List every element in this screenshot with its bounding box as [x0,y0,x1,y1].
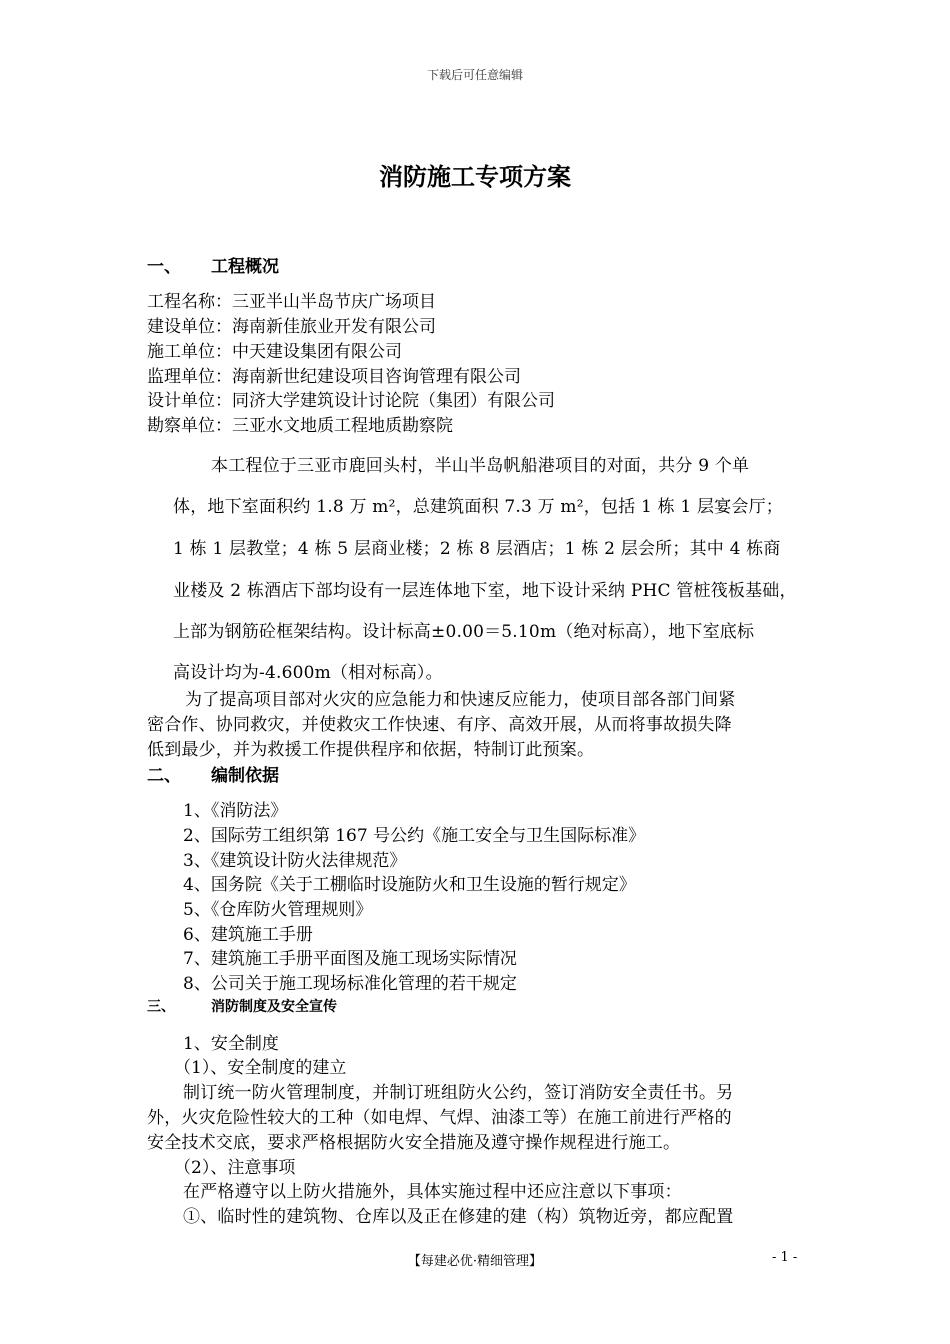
purpose-line: 为了提高项目部对火灾的应急能力和快速反应能力，使项目部各部门间紧 [185,690,736,710]
basis-item: 7、建筑施工手册平面图及施工现场实际情况 [183,949,517,969]
info-line: 工程名称：三亚半山半岛节庆广场项目 [147,292,436,312]
section-3-title: 消防制度及安全宣传 [211,999,337,1015]
section-1-title: 工程概况 [211,257,279,277]
purpose-line: 低到最少，并为救援工作提供程序和依据，特制订此预案。 [147,740,595,760]
section-3-number: 三、 [147,999,175,1015]
subsection-subheading: （1）、安全制度的建立 [174,1058,347,1078]
section-1-heading [147,252,279,277]
description-line: 体，地下室面积约 1.8 万 m²，总建筑面积 7.3 万 m²，包括 1 栋 1 层宴会厅； [173,497,784,517]
rule-line: 安全技术交底，要求严格根据防火安全措施及遵守操作规程进行施工。 [147,1133,681,1153]
description-line: 上部为钢筋砼框架结构。设计标高±0.00＝5.10m（绝对标高），地下室底标 [173,622,755,642]
description-line: 本工程位于三亚市鹿回头村，半山半岛帆船港项目的对面，共分 9 个单 [211,456,750,476]
basis-item: 5、《仓库防火管理规则》 [183,900,373,920]
basis-item: 3、《建筑设计防火法律规范》 [183,851,407,871]
info-line: 建设单位：海南新佳旅业开发有限公司 [147,317,436,337]
basis-item: 4、国务院《关于工棚临时设施防火和卫生设施的暂行规定》 [183,875,636,895]
section-3-heading [147,996,337,1016]
section-1-number: 一、 [147,257,181,277]
basis-item: 1、《消防法》 [183,801,288,821]
purpose-line: 密合作、协同救灾，并使救灾工作快速、有序、高效开展，从而将事故损失降 [147,715,732,735]
basis-item: 8、公司关于施工现场标准化管理的若干规定 [183,974,517,994]
page-number: - 1 - [772,1250,798,1265]
description-line: 1 栋 1 层教堂；4 栋 5 层商业楼；2 栋 8 层酒店；1 栋 2 层会所；其中 4 栋商 [173,539,781,559]
info-line: 监理单位：海南新世纪建设项目咨询管理有限公司 [147,367,521,387]
note-line: 在严格遵守以上防火措施外，具体实施过程中还应注意以下事项： [183,1182,682,1202]
section-2-title: 编制依据 [211,766,279,786]
description-line: 高设计均为-4.600m（相对标高）。 [173,663,443,683]
note-line: ①、临时性的建筑物、仓库以及正在修建的建（构）筑物近旁，都应配置 [183,1207,734,1227]
description-line: 业楼及 2 栋酒店下部均设有一层连体地下室，地下设计采纳 PHC 管桩筏板基础， [173,581,797,601]
section-2-number: 二、 [147,766,181,786]
subsection-subheading: （2）、注意事项 [174,1158,296,1178]
info-line: 勘察单位：三亚水文地质工程地质勘察院 [147,416,453,436]
rule-line: 制订统一防火管理制度，并制订班组防火公约，签订消防安全责任书。另 [183,1083,734,1103]
section-2-heading [147,761,279,786]
basis-item: 2、国际劳工组织第 167 号公约《施工安全与卫生国际标准》 [183,826,646,846]
basis-item: 6、建筑施工手册 [183,925,313,945]
page-title: 消防施工专项方案 [379,163,571,191]
subsection-heading: 1、安全制度 [183,1034,279,1054]
info-line: 施工单位：中天建设集团有限公司 [147,342,402,362]
page-header-note: 下载后可任意编辑 [426,68,523,82]
rule-line: 外，火灾危险性较大的工种（如电焊、气焊、油漆工等）在施工前进行严格的 [147,1108,732,1128]
footer-slogan: 【每建必优·精细管理】 [407,1254,543,1269]
info-line: 设计单位：同济大学建筑设计讨论院（集团）有限公司 [147,391,555,411]
